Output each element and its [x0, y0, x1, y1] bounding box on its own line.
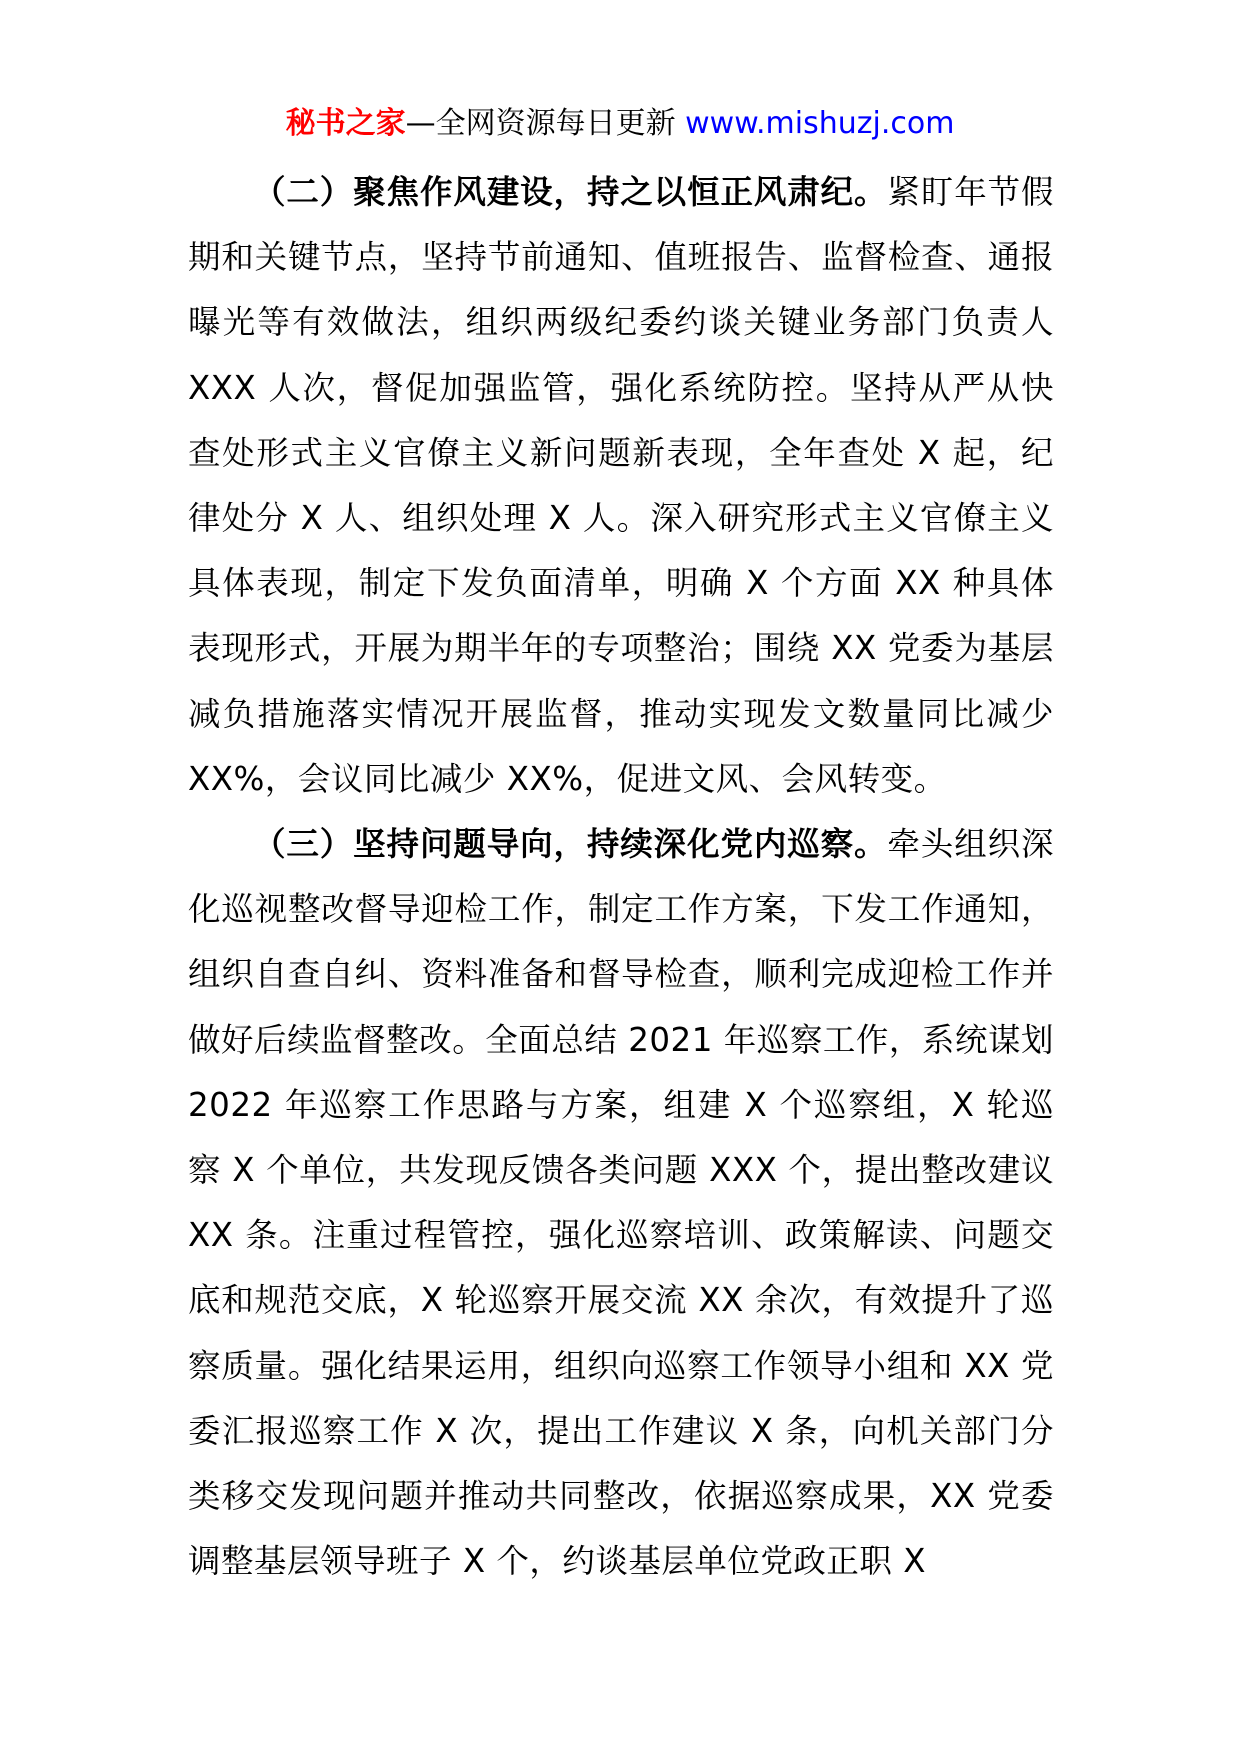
- paragraph-text: 牵头组织深化巡视整改督导迎检工作，制定工作方案，下发工作通知，组织自查自纠、资料准备和督导检查，顺利完成迎检工作并做好后续监督整改。全面总结 2021 年巡察工作，系统谋划 2022 年巡察工作思路与方案，组建 X 个巡察组，X 轮巡察 X 个单位，共发现反馈各类问题 XXX 个，提出整改建议 XX 条。注重过程管控，强化巡察培训、政策解读、问题交底和规范交底，X 轮巡察开展交流 XX 余次，有效提升了巡察质量。强化结果运用，组织向巡察工作领导小组和 XX 党委汇报巡察工作 X 次，提出工作建议 X 条，向机关部门分类移交发现问题并推动共同整改，依据巡察成果，XX 党委调整基层领导班子 X 个，约谈基层单位党政正职 X: [188, 825, 1054, 1581]
- paragraph-heading: （三）坚持问题导向，持续深化党内巡察。: [253, 825, 888, 864]
- watermark-header: [0, 104, 1240, 144]
- header-tagline: —全网资源每日更新: [405, 106, 686, 141]
- site-url-link[interactable]: www.mishuzj.com: [685, 106, 955, 141]
- paragraph-text: 紧盯年节假期和关键节点，坚持节前通知、值班报告、监督检查、通报曝光等有效做法，组织两级纪委约谈关键业务部门负责人 XXX 人次，督促加强监管，强化系统防控。坚持从严从快查处形式主义官僚主义新问题新表现，全年查处 X 起，纪律处分 X 人、组织处理 X 人。深入研究形式主义官僚主义具体表现，制定下发负面清单，明确 X 个方面 XX 种具体表现形式，开展为期半年的专项整治；围绕 XX 党委为基层减负措施落实情况开展监督，推动实现发文数量同比减少 XX%，会议同比减少 XX%，促进文风、会风转变。: [188, 173, 1054, 798]
- document-body: [188, 160, 1054, 1594]
- paragraph-style-discipline: [188, 160, 1054, 812]
- paragraph-heading: （二）聚焦作风建设，持之以恒正风肃纪。: [253, 173, 888, 211]
- brand-name: 秘书之家: [285, 106, 406, 141]
- paragraph-inspection: [188, 812, 1054, 1594]
